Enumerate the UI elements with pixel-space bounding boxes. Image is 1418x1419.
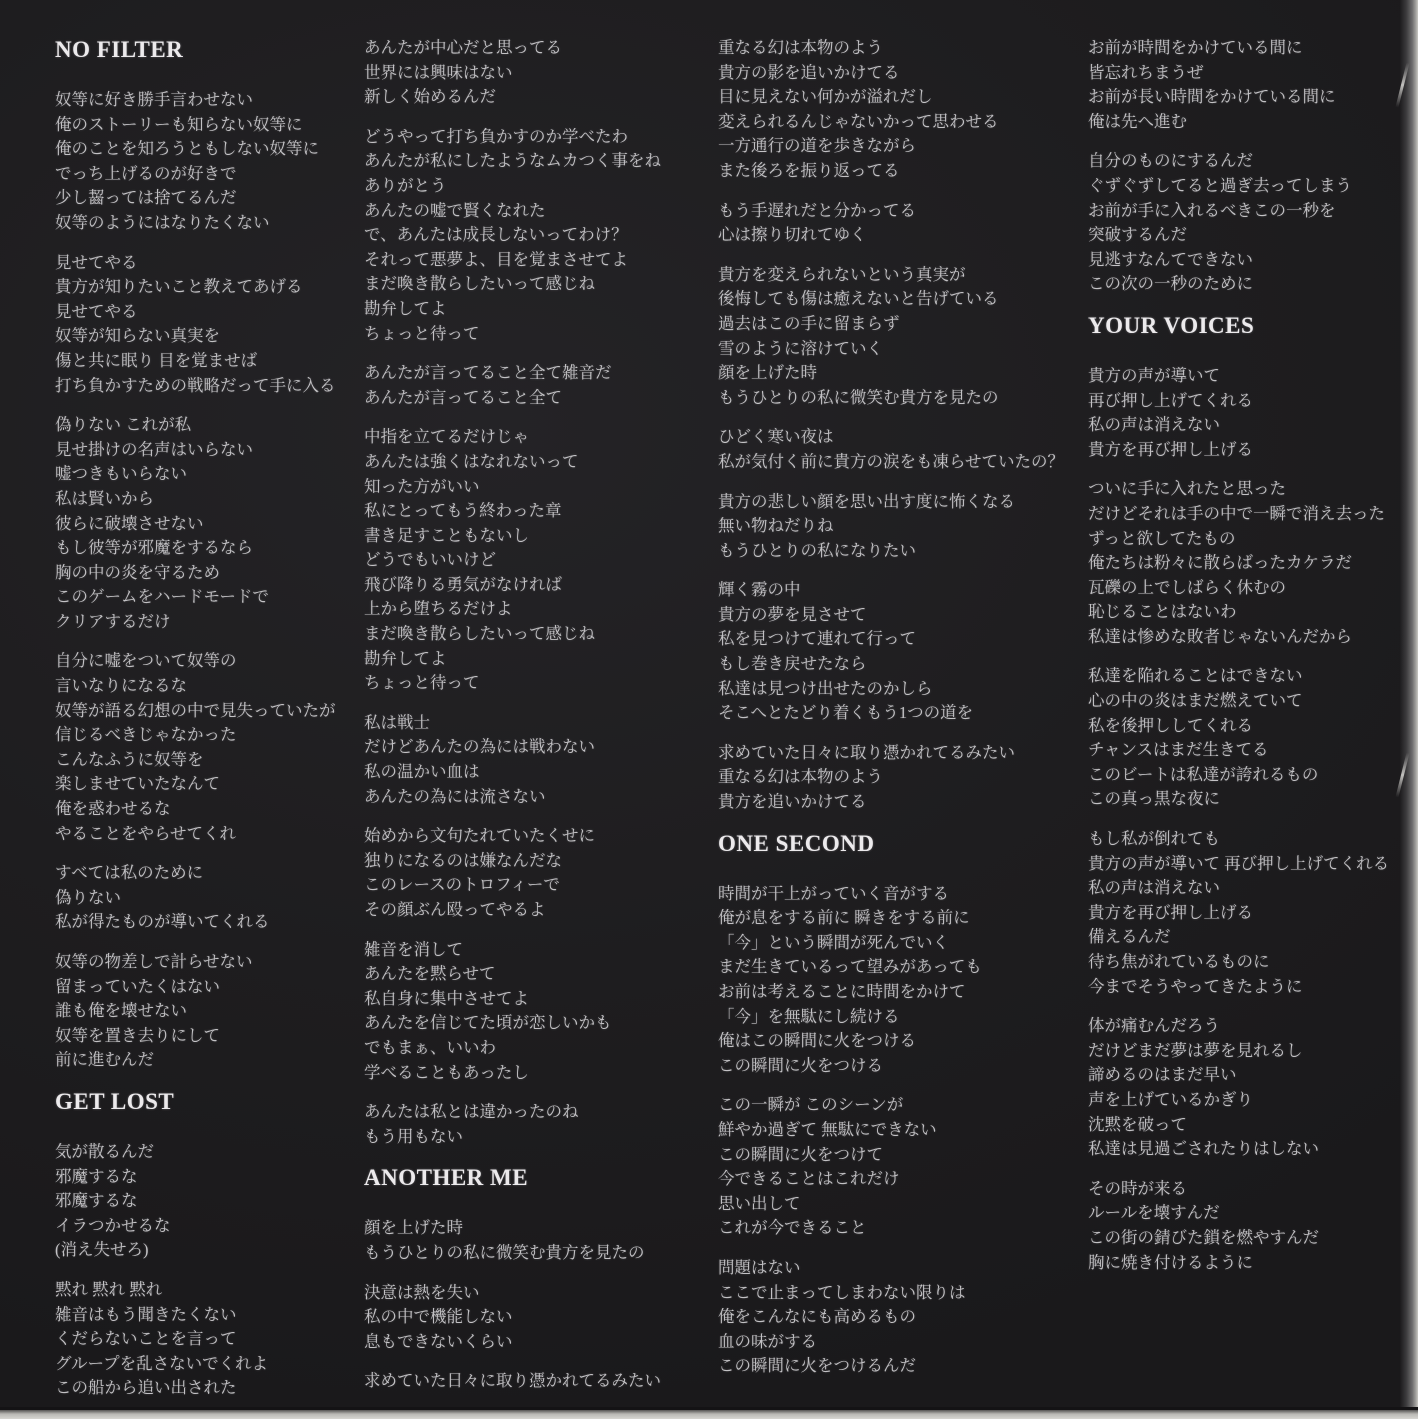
lyric-stanza — [718, 882, 1078, 1079]
lyric-line: この瞬間に火をつけるんだ — [718, 1356, 916, 1376]
lyric-stanza — [364, 1100, 714, 1149]
lyric-line: 傷と共に眠り 目を覚ませば — [55, 350, 258, 370]
lyric-line: 俺はこの瞬間に火をつける — [718, 1031, 916, 1051]
lyric-line: イラつかせるな — [55, 1215, 171, 1235]
lyric-line: 体が痛むんだろう — [1088, 1016, 1220, 1036]
lyric-line: 待ち焦がれているものに — [1088, 952, 1270, 971]
lyric-line: 私を見つけて連れて行って — [718, 629, 916, 649]
lyric-line: 雪のように溶けていく — [718, 338, 883, 358]
lyric-line: もうひとりの私に微笑む貴方を見たの — [364, 1242, 645, 1262]
lyric-line: この一瞬が このシーンが — [718, 1095, 904, 1115]
lyric-line: もうひとりの私になりたい — [718, 540, 916, 560]
lyric-line: 留まっていたくはない — [55, 976, 220, 996]
lyric-line: 決意は熱を失い — [364, 1282, 480, 1302]
lyric-line: 私達は見つけ出せたのかしら — [718, 678, 933, 698]
lyric-line: 貴方の夢を見させて — [718, 604, 867, 624]
lyric-line: もし彼等が邪魔をするなら — [55, 538, 253, 558]
lyric-line: 今できることはこれだけ — [718, 1169, 900, 1189]
lyric-line: 貴方を追いかけてる — [718, 792, 867, 812]
lyric-line: 邪魔するな — [55, 1191, 138, 1211]
lyric-stanza — [718, 490, 1078, 564]
lyric-line: この瞬間に火をつけて — [718, 1144, 883, 1164]
lyric-line: 奴等の物差しで計らせない — [55, 952, 253, 971]
lyric-line: 今までそうやってきたように — [1088, 976, 1303, 996]
lyric-line: この船から追い出された — [55, 1378, 237, 1398]
lyric-stanza — [55, 861, 360, 935]
lyric-line: どうでもいいけど — [364, 550, 496, 570]
lyric-line: (消え失せろ) — [55, 1240, 149, 1260]
lyric-line: 偽りない これが私 — [55, 415, 192, 435]
lyric-line: ちょっと待って — [364, 323, 480, 343]
lyric-stanza — [55, 1278, 360, 1401]
lyric-line: 「今」を無駄にし続ける — [718, 1006, 900, 1026]
lyric-stanza — [364, 125, 714, 346]
lyric-stanza — [718, 1256, 1078, 1379]
lyric-line: あんたは私とは違かったのね — [364, 1102, 579, 1122]
lyric-line: 貴方の声が導いて 再び押し上げてくれる — [1088, 853, 1390, 873]
lyric-line: この真っ黒な夜に — [1088, 789, 1220, 809]
lyric-stanza — [55, 413, 360, 634]
lyric-stanza — [718, 425, 1078, 474]
lyrics-column-4 — [1088, 36, 1413, 1290]
lyric-line: やることをやらせてくれ — [55, 823, 237, 843]
lyric-line: で、あんたは成長しないってわけ？ — [364, 225, 628, 245]
lyric-line: 奴等が語る幻想の中で見失っていたが — [55, 700, 336, 720]
lyric-line: 突破するんだ — [1088, 225, 1187, 245]
lyric-line: 皆忘れちまうぜ — [1088, 62, 1204, 82]
lyrics-column-3 — [718, 36, 1078, 1394]
lyric-line: 私を後押ししてくれる — [1088, 715, 1253, 735]
lyric-line: 奴等が知らない真実を — [55, 326, 220, 346]
lyric-line: でもまぁ、いいわ — [364, 1037, 496, 1057]
lyric-line: 自分のものにするんだ — [1088, 151, 1253, 171]
song-title-another-me: ANOTHER ME — [364, 1165, 529, 1191]
lyric-line: 邪魔するな — [55, 1166, 138, 1186]
lyric-line: この瞬間に火をつける — [718, 1055, 883, 1075]
lyric-line: 俺をこんなにも高めるもの — [718, 1307, 916, 1327]
lyric-stanza — [718, 1093, 1078, 1241]
lyric-line: ずっと欲してたもの — [1088, 528, 1236, 548]
lyric-line: 私の中で機能しない — [364, 1307, 513, 1327]
lyric-line: 重なる幻は本物のよう — [718, 38, 883, 57]
lyric-line: お前は考えることに時間をかけて — [718, 982, 966, 1001]
lyric-line: まだ喚き散らしたいって感じね — [364, 624, 595, 644]
lyric-stanza — [364, 425, 714, 696]
song-title-your-voices: YOUR VOICES — [1088, 312, 1255, 338]
lyric-line: 奴等のようにはなりたくない — [55, 212, 270, 232]
lyric-line: あんたは強くはなれないって — [364, 451, 579, 471]
lyric-line: ありがとう — [364, 175, 447, 195]
lyric-line: 輝く霧の中 — [718, 580, 801, 600]
lyric-line: 中指を立てるだけじゃ — [364, 427, 529, 447]
lyric-line: でっち上げるのが好きで — [55, 163, 237, 183]
lyric-line: 貴方の影を追いかけてる — [718, 62, 900, 82]
lyric-line: 再び押し上げてくれる — [1088, 390, 1253, 410]
lyric-line: この次の一秒のために — [1088, 274, 1253, 294]
lyric-stanza — [55, 649, 360, 846]
lyric-line: 独りになるのは嫌なんだな — [364, 850, 562, 870]
lyric-line: 見せてやる — [55, 252, 138, 272]
lyric-line: 見せてやる — [55, 301, 138, 321]
lyric-stanza — [1088, 149, 1413, 297]
lyric-line: 問題はない — [718, 1257, 801, 1277]
lyric-line: 胸の中の炎を守るため — [55, 562, 220, 582]
lyric-line: 胸に焼き付けるように — [1088, 1252, 1253, 1272]
lyric-line: あんたが私にしたようなムカつく事をね — [364, 151, 661, 171]
lyric-line: 始めから文句たれていたくせに — [364, 826, 595, 846]
lyric-line: 貴方を変えられないという真実が — [718, 264, 966, 284]
lyric-line: 貴方を再び押し上げる — [1088, 902, 1253, 922]
lyric-line: 俺たちは粉々に散らばったカケラだ — [1088, 553, 1352, 573]
lyric-line: その顔ぶん殴ってやるよ — [364, 900, 546, 919]
lyric-line: 私は賢いから — [55, 488, 154, 508]
lyric-line: ひどく寒い夜は — [718, 427, 834, 447]
lyric-line: 心は擦り切れてゆく — [718, 225, 867, 245]
lyrics-column-1 — [55, 36, 360, 1416]
lyric-line: 彼らに破壊させない — [55, 513, 204, 533]
lyric-line: あんたの為には流さない — [364, 786, 546, 806]
lyric-line: 息もできないくらい — [364, 1331, 513, 1351]
lyric-line: 思い出して — [718, 1193, 801, 1213]
lyric-line: 無い物ねだりね — [718, 516, 834, 536]
lyric-line: 鮮やか過ぎて 無駄にできない — [718, 1119, 937, 1139]
lyric-line: それって悪夢よ、目を覚まさせてよ — [364, 249, 628, 269]
lyric-line: 見逃すなんてできない — [1088, 249, 1253, 269]
lyric-line: こんなふうに奴等を — [55, 749, 204, 769]
lyric-line: このビートは私達が誇れるもの — [1088, 764, 1319, 784]
lyric-line: 楽しませていたなんて — [55, 774, 220, 794]
lyric-stanza — [364, 938, 714, 1086]
lyric-line: 私の声は消えない — [1088, 415, 1220, 435]
lyric-line: 目に見えない何かが溢れだし — [718, 87, 933, 107]
lyric-line: 「今」という瞬間が死んでいく — [718, 932, 949, 952]
lyric-line: 声を上げているかぎり — [1088, 1089, 1253, 1109]
lyric-line: このゲームをハードモードで — [55, 587, 269, 607]
lyric-line: 備えるんだ — [1088, 927, 1171, 947]
lyric-line: あんたを黙らせて — [364, 964, 496, 984]
lyric-line: 過去はこの手に留まらず — [718, 313, 900, 333]
lyric-line: 雑音はもう聞きたくない — [55, 1304, 237, 1324]
lyric-stanza — [718, 263, 1078, 411]
lyric-line: 言いなりになるな — [55, 676, 187, 696]
lyrics-column-2 — [364, 36, 714, 1409]
lyric-line: その時が来る — [1088, 1178, 1187, 1198]
lyric-line: 私達は見過ごされたりはしない — [1088, 1139, 1319, 1159]
lyric-stanza — [1088, 477, 1413, 649]
lyric-line: 私の声は消えない — [1088, 878, 1220, 898]
lyric-line: 貴方の声が導いて — [1088, 365, 1220, 385]
lyric-line: もし私が倒れても — [1088, 829, 1220, 849]
lyric-stanza — [1088, 827, 1413, 999]
lyric-stanza — [364, 361, 714, 410]
lyric-stanza — [55, 251, 360, 399]
lyric-stanza — [718, 36, 1078, 184]
lyric-line: 求めていた日々に取り憑かれてるみたい — [718, 742, 1015, 762]
lyric-line: 少し齧っては捨てるんだ — [55, 188, 237, 208]
lyric-line: 私が得たものが導いてくれる — [55, 912, 270, 932]
lyric-line: 勘弁してよ — [364, 298, 447, 318]
lyric-line: 諦めるのはまだ早い — [1088, 1065, 1237, 1085]
lyric-line: ここで止まってしまわない限りは — [718, 1282, 966, 1302]
lyric-line: 俺を惑わせるな — [55, 799, 171, 819]
lyric-line: 血の味がする — [718, 1331, 817, 1351]
lyric-line: 顔を上げた時 — [718, 363, 817, 383]
lyric-stanza — [364, 824, 714, 922]
song-title-no-filter: NO FILTER — [55, 37, 184, 62]
lyric-line: もう手遅れだと分かってる — [718, 200, 916, 220]
lyric-line: もうひとりの私に微笑む貴方を見たの — [718, 387, 999, 407]
lyric-line: 貴方の悲しい顔を思い出す度に怖くなる — [718, 491, 1015, 511]
lyric-line: 俺のストーリーも知らない奴等に — [55, 114, 303, 134]
lyric-line: 誰も俺を壊せない — [55, 1001, 187, 1021]
lyric-line: 奴等を置き去りにして — [55, 1025, 220, 1045]
lyric-line: 世界には興味はない — [364, 62, 513, 82]
lyric-line: あんたの嘘で賢くなれた — [364, 200, 546, 220]
lyric-stanza — [55, 1140, 360, 1263]
lyric-line: この街の錆びた鎖を燃やすんだ — [1088, 1227, 1319, 1247]
lyric-line: クリアするだけ — [55, 611, 171, 631]
lyric-line: 顔を上げた時 — [364, 1218, 463, 1238]
lyric-line: ちょっと待って — [364, 673, 480, 693]
lyric-line: 沈黙を破って — [1088, 1114, 1187, 1134]
lyric-line: 私の温かい血は — [364, 762, 480, 782]
lyric-line: あんたを信じてた頃が恋しいかも — [364, 1013, 612, 1033]
lyric-line: そこへとたどり着くもう1つの道を — [718, 703, 974, 723]
lyric-line: 重なる幻は本物のよう — [718, 767, 883, 787]
lyric-line: 貴方が知りたいこと教えてあげる — [55, 277, 303, 297]
lyric-line: もう用もない — [364, 1126, 463, 1146]
lyric-line: もし巻き戻せたなら — [718, 654, 867, 674]
lyric-line: ルールを壊すんだ — [1088, 1203, 1220, 1223]
lyric-line: すべては私のために — [55, 863, 204, 883]
lyric-line: 打ち負かすための戦略だって手に入る — [55, 375, 336, 395]
lyric-line: 雑音を消して — [364, 939, 463, 959]
lyric-line: 俺は先へ進む — [1088, 111, 1187, 131]
lyric-stanza — [718, 578, 1078, 726]
lyric-line: 貴方を再び押し上げる — [1088, 439, 1253, 459]
lyric-stanza — [718, 741, 1078, 815]
lyric-line: 上から堕ちるだけよ — [364, 599, 513, 619]
lyric-line: お前が手に入れるべきこの一秒を — [1088, 200, 1336, 220]
lyric-line: 私は戦士 — [364, 712, 430, 732]
lyric-stanza — [364, 1216, 714, 1265]
lyric-line: 学べることもあったし — [364, 1062, 529, 1082]
lyric-line: 飛び降りる勇気がなければ — [364, 574, 562, 594]
lyric-line: どうやって打ち負かすのか学べたわ — [364, 126, 628, 146]
lyric-line: 嘘つきもいらない — [55, 464, 187, 484]
lyric-stanza — [55, 88, 360, 236]
lyric-line: これが今できること — [718, 1218, 867, 1238]
lyric-stanza — [1088, 364, 1413, 462]
lyric-line: 私にとってもう終わった章 — [364, 501, 562, 521]
lyric-line: ぐずぐずしてると過ぎ去ってしまう — [1088, 175, 1352, 195]
lyric-line: ついに手に入れたと思った — [1088, 479, 1286, 499]
lyric-line: 黙れ 黙れ 黙れ — [55, 1279, 163, 1299]
lyric-line: だけどあんたの為には戦わない — [364, 737, 595, 757]
lyric-line: だけどまだ夢は夢を見れるし — [1088, 1040, 1303, 1060]
lyric-line: 時間が干上がっていく音がする — [718, 883, 949, 903]
lyric-line: チャンスはまだ生きてる — [1088, 740, 1269, 760]
lyric-line: 偽りない — [55, 887, 121, 907]
lyric-line: 自分に嘘をついて奴等の — [55, 651, 237, 671]
lyric-line: 恥じることはないわ — [1088, 602, 1237, 622]
lyric-line: あんたが中心だと思ってる — [364, 38, 562, 57]
lyric-stanza — [364, 711, 714, 809]
lyric-stanza — [1088, 1177, 1413, 1275]
song-title-get-lost: GET LOST — [55, 1088, 175, 1114]
lyric-line: 後悔しても傷は癒えないと告げている — [718, 289, 999, 309]
lyric-line: お前が長い時間をかけている間に — [1088, 87, 1336, 107]
lyric-line: あんたが言ってること全て雑音だ — [364, 363, 612, 383]
lyric-line: また後ろを振り返ってる — [718, 160, 900, 180]
lyric-line: 瓦礫の上でしばらく休むの — [1088, 577, 1286, 597]
lyric-line: まだ喚き散らしたいって感じね — [364, 274, 595, 294]
lyric-line: 私自身に集中させてよ — [364, 988, 529, 1008]
lyric-stanza — [1088, 36, 1413, 134]
lyric-line: 知った方がいい — [364, 476, 480, 496]
lyric-line: 求めていた日々に取り憑かれてるみたい — [364, 1371, 661, 1391]
lyric-line: 前に進むんだ — [55, 1050, 154, 1070]
lyric-stanza — [718, 199, 1078, 248]
lyric-stanza — [364, 36, 714, 110]
lyric-line: 気が散るんだ — [55, 1141, 154, 1161]
lyric-stanza — [55, 950, 360, 1073]
lyric-stanza — [1088, 664, 1413, 812]
lyric-line: 私達は惨めな敗者じゃないんだから — [1088, 626, 1352, 646]
lyric-line: 書き足すこともないし — [364, 525, 529, 545]
lyric-line: くだらないことを言って — [55, 1329, 237, 1349]
lyric-line: 変えられるんじゃないかって思わせる — [718, 111, 999, 131]
lyric-line: 信じるべきじゃなかった — [55, 725, 237, 745]
lyric-line: 心の中の炎はまだ燃えていて — [1088, 691, 1303, 711]
lyric-line: グループを乱さないでくれよ — [55, 1353, 269, 1373]
lyric-line: まだ生きているって望みがあっても — [718, 957, 982, 977]
lyric-line: 勘弁してよ — [364, 648, 447, 668]
lyric-line: だけどそれは手の中で一瞬で消え去った — [1088, 503, 1385, 523]
lyric-line: 新しく始めるんだ — [364, 87, 496, 107]
lyric-line: 俺が息をする前に 瞬きをする前に — [718, 908, 970, 928]
lyric-stanza — [364, 1369, 714, 1394]
lyric-line: お前が時間をかけている間に — [1088, 38, 1303, 57]
lyric-line: このレースのトロフィーで — [364, 875, 560, 895]
lyric-stanza — [1088, 1014, 1413, 1162]
song-title-one-second: ONE SECOND — [718, 830, 875, 856]
lyric-line: あんたが言ってること全て — [364, 387, 562, 407]
lyric-line: 俺のことを知ろうともしない奴等に — [55, 139, 319, 159]
lyric-line: 私達を陥れることはできない — [1088, 666, 1303, 686]
lyric-stanza — [364, 1281, 714, 1355]
lyric-line: 奴等に好き勝手言わせない — [55, 90, 253, 109]
lyric-line: 見せ掛けの名声はいらない — [55, 439, 253, 459]
lyric-line: 一方通行の道を歩きながら — [718, 136, 916, 156]
lyric-line: 私が気付く前に貴方の涙をも凍らせていたの？ — [718, 451, 1065, 471]
